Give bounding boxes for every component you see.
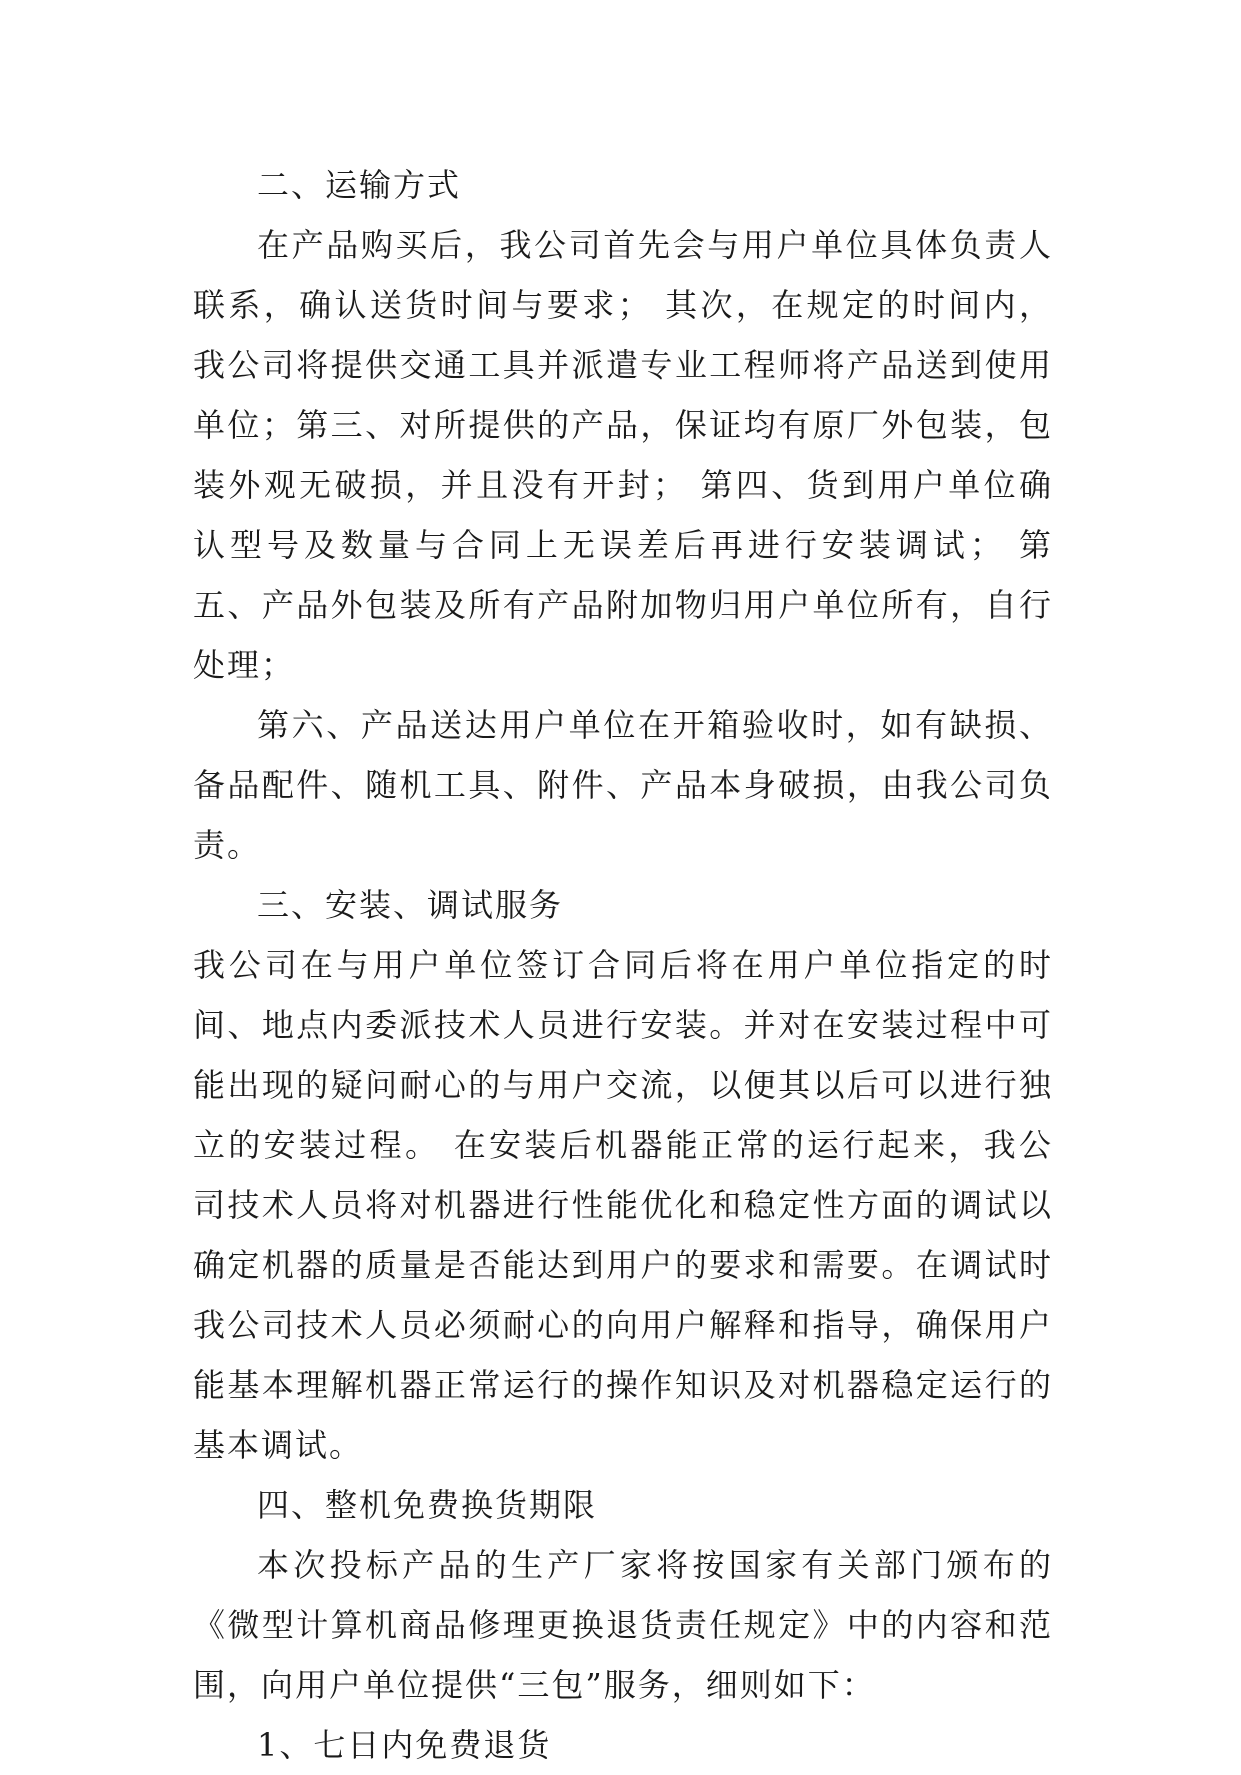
paragraph-exchange-body: 本次投标产品的生产厂家将按国家有关部门颁布的《微型计算机商品修理更换退货责任规定》中的内容和范围，向用户单位提供“三包”服务，细则如下： <box>193 1546 1053 1704</box>
document-body <box>193 155 1053 1775</box>
section-heading-exchange: 四、整机免费换货期限 <box>257 1486 598 1524</box>
paragraph-transport-sixth: 第六、产品送达用户单位在开箱验收时，如有缺损、备品配件、随机工具、附件、产品本身破损，由我公司负责。 <box>193 706 1053 864</box>
paragraph-transport-body: 在产品购买后，我公司首先会与用户单位具体负责人联系，确认送货时间与要求； 其次，在规定的时间内，我公司将提供交通工具并派遣专业工程师将产品送到使用单位；第三、对所提供的产品，保证均有原厂外包装，包装外观无破损，并且没有开封； 第四、货到用户单位确认型号及数量与合同上无误差后再进行安装调试； 第五、产品外包装及所有产品附加物归用户单位所有，自行处理； <box>193 226 1053 684</box>
section-heading-installation: 三、安装、调试服务 <box>257 886 564 924</box>
paragraph-installation-body: 我公司在与用户单位签订合同后将在用户单位指定的时间、地点内委派技术人员进行安装。并对在安装过程中可能出现的疑问耐心的与用户交流，以便其以后可以进行独立的安装过程。 在安装后机器能正常的运行起来，我公司技术人员将对机器进行性能优化和稳定性方面的调试以确定机器的质量是否能达到用户的要求和需要。在调试时我公司技术人员必须耐心的向用户解释和指导，确保用户能基本理解机器正常运行的操作知识及对机器稳定运行的基本调试。 <box>193 946 1053 1464</box>
section-heading-transport: 二、运输方式 <box>257 166 462 204</box>
list-item-exchange-1: 1、七日内免费退货 <box>257 1726 552 1764</box>
